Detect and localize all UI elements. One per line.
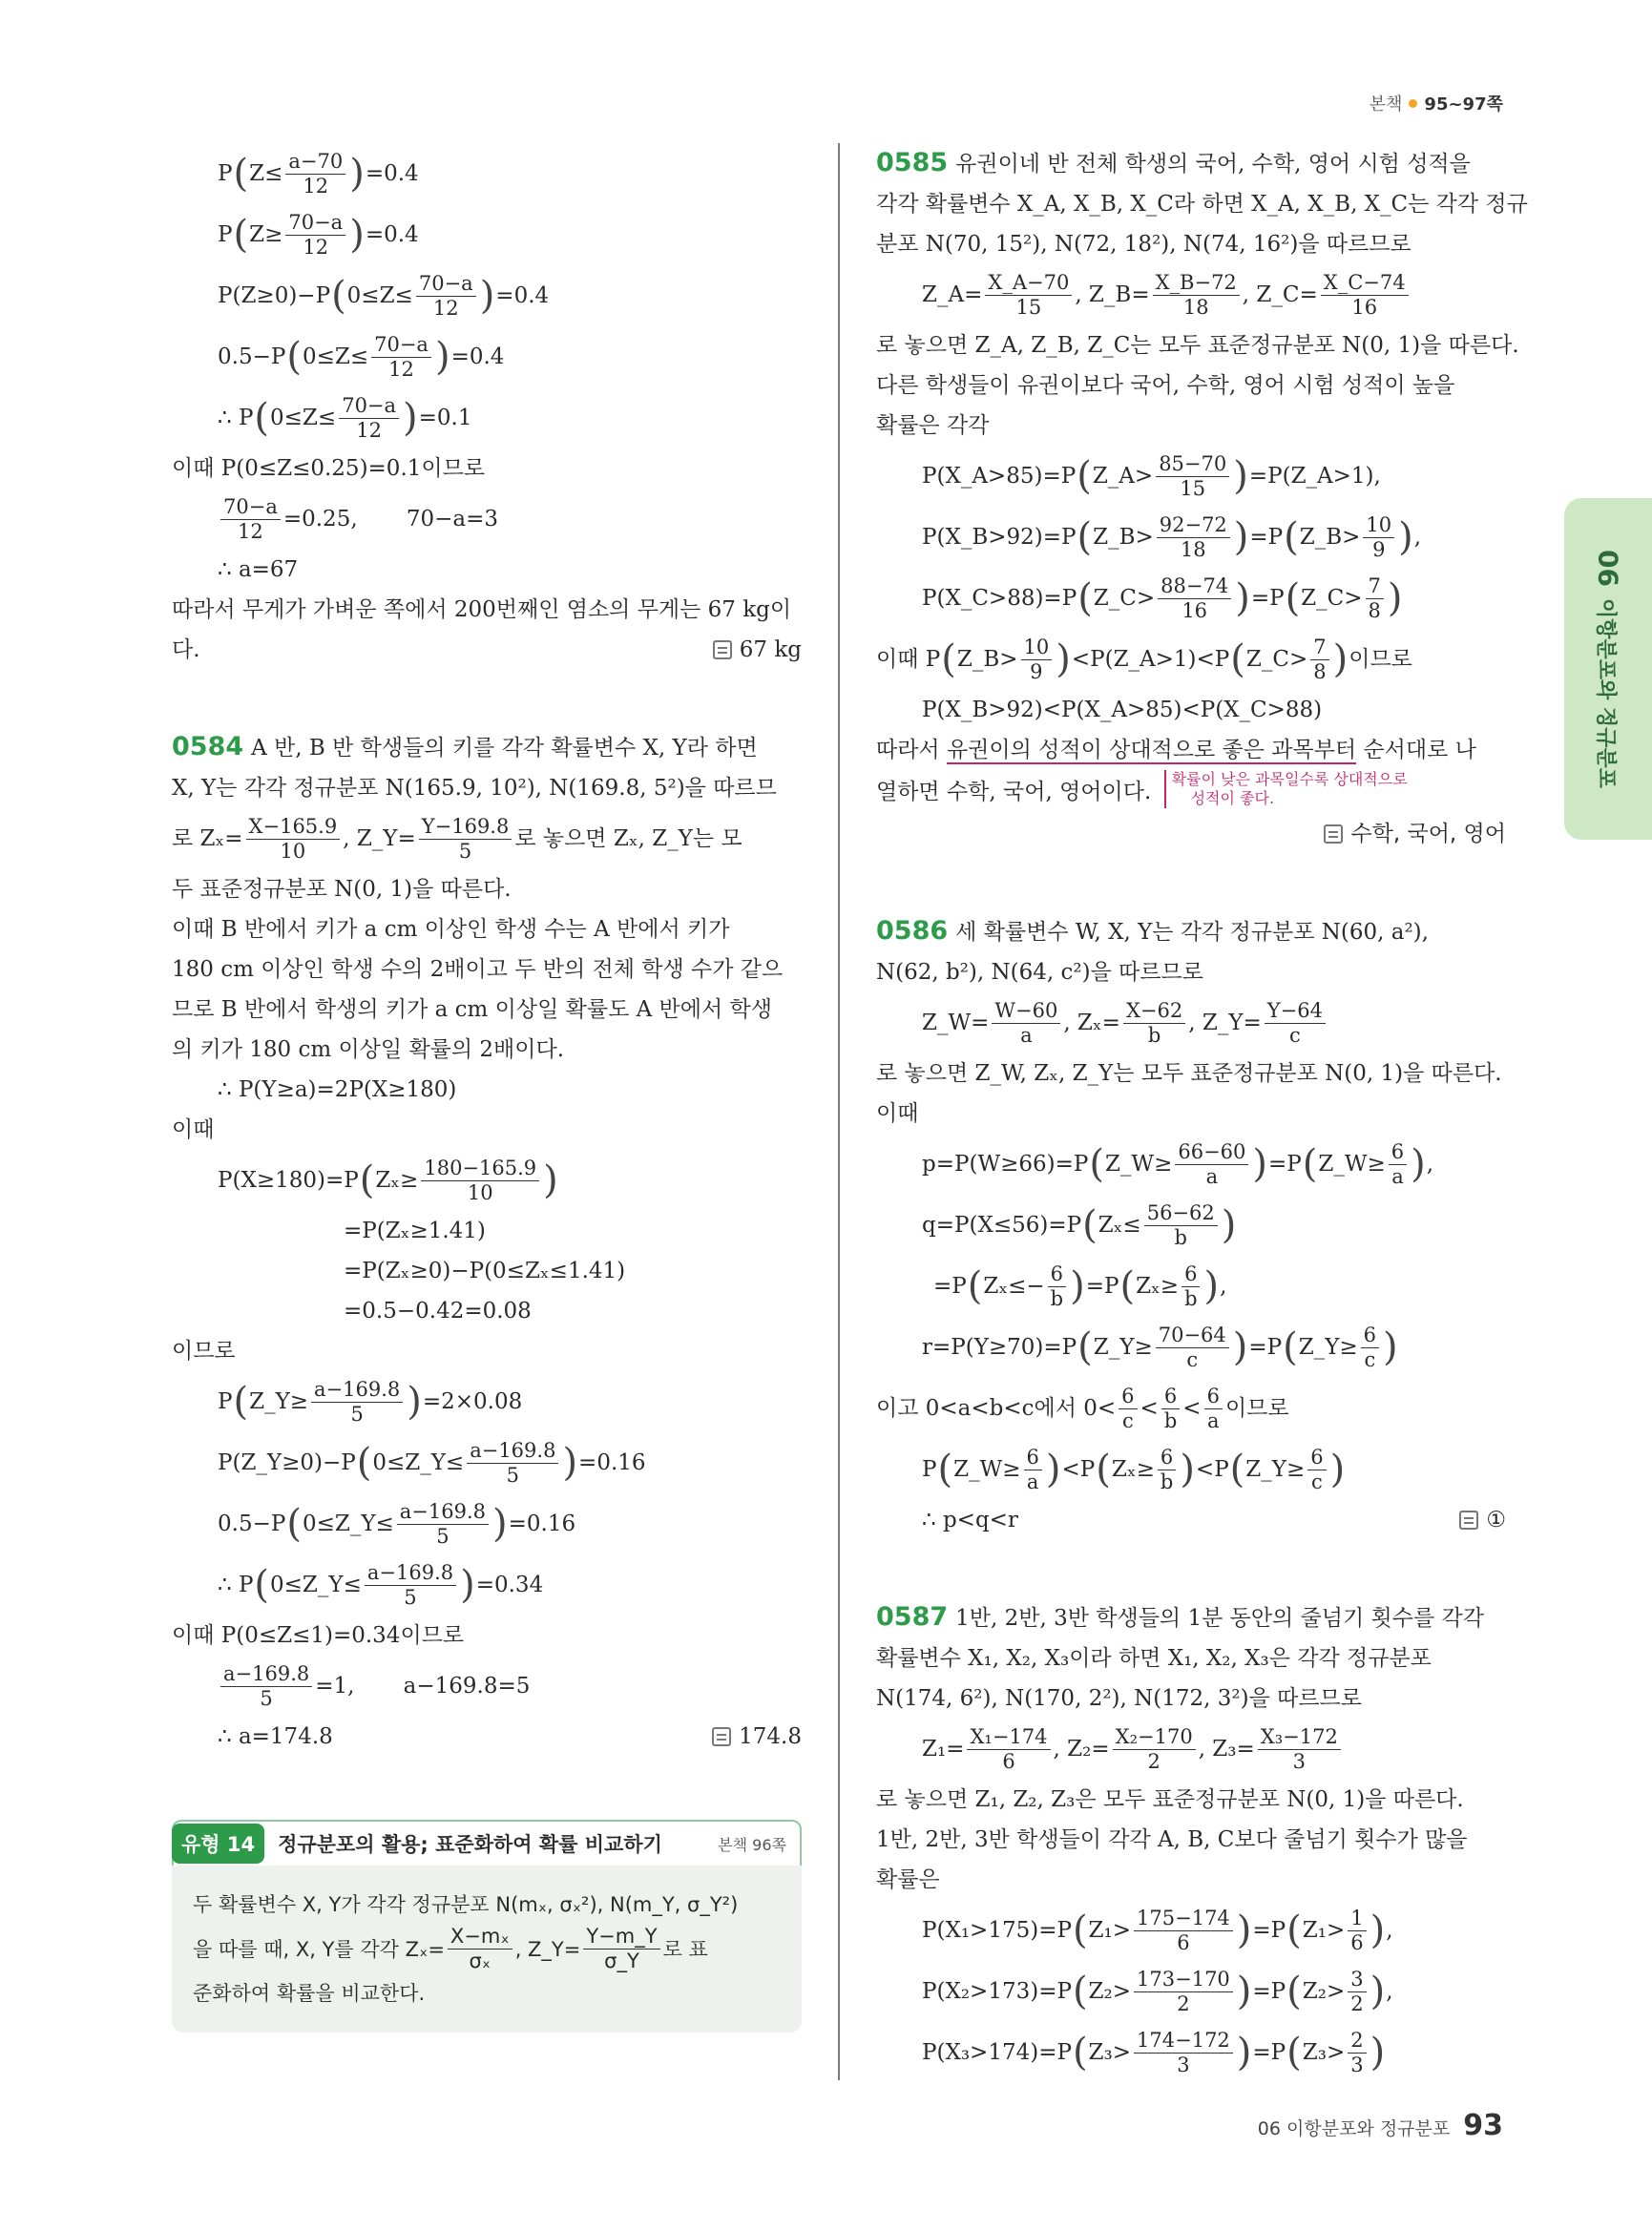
fraction: $\frac{6}{b}$ xyxy=(1048,1264,1066,1309)
fraction: $\frac{a-169.8}{5}$ xyxy=(365,1563,456,1608)
page-number: 93 xyxy=(1463,2109,1503,2142)
math-line: 이때 P ( Z_B> $\frac{10}{9}$ ) <P(Z_A>1)<P ( Z_C> $\frac{7}{8}$ ) 이므로 xyxy=(876,635,1412,683)
text-line: N(62, b²), N(64, c²)을 따르므로 xyxy=(876,960,1203,985)
fraction: $\frac{X-165.9}{10}$ xyxy=(246,817,341,862)
problem-number: 0586 xyxy=(876,916,949,946)
math-line: P(X₂>173)=P ( Z₂> $\frac{173-170}{2}$ ) =P ( Z₂> $\frac{3}{2}$ ) , xyxy=(922,1967,1393,2015)
text-line: X, Y는 각각 정규분포 N(165.9, 10²), N(169.8, 5²)을 따르므 xyxy=(172,776,777,801)
math-line: P(Z≥0)−P ( 0≤Z≤ $\frac{70-a}{12}$ ) =0.4 xyxy=(218,271,550,320)
type-header xyxy=(172,1820,802,1866)
fraction: $\frac{\text{X₃−172}}{3}$ xyxy=(1258,1727,1341,1772)
math-line: =P ( Zₓ≤− $\frac{6}{b}$ ) =P ( Zₓ≥ $\frac{6}{b}$ ) , xyxy=(933,1261,1227,1310)
text-line: 다. 67 kg xyxy=(172,630,802,670)
text-line: ∴ p<q<r ① xyxy=(876,1500,1506,1540)
math-line: P ( Z≥ $\frac{70-a}{12}$ ) =0.4 xyxy=(218,210,419,259)
fraction: $\frac{a-70}{12}$ xyxy=(285,152,345,197)
text-line: 확률은 각각 xyxy=(876,413,990,438)
math-line: P(X_B>92)=P ( Z_B> $\frac{92-72}{18}$ ) =P ( Z_B> $\frac{10}{9}$ ) , xyxy=(922,512,1422,561)
type-ref: 본책 96쪽 xyxy=(718,1835,786,1854)
fraction: $\frac{a-169.8}{5}$ xyxy=(220,1664,312,1709)
fraction: $\frac{6}{b}$ xyxy=(1181,1264,1200,1309)
text-line: 따라서 유권이의 성적이 상대적으로 좋은 과목부터 순서대로 나 xyxy=(876,738,1476,762)
fraction: $\frac{70-a}{12}$ xyxy=(285,213,345,258)
text-line: 따라서 무게가 가벼운 쪽에서 200번째인 염소의 무게는 67 kg이 xyxy=(172,597,792,622)
underlined-text: 유권이의 성적이 상대적으로 좋은 과목부터 xyxy=(946,738,1357,762)
fraction: $\frac{6}{a}$ xyxy=(1024,1448,1042,1492)
fraction: $\frac{175-174}{6}$ xyxy=(1134,1908,1233,1953)
answer-icon xyxy=(1459,1511,1478,1530)
header-prefix: 본책 xyxy=(1369,94,1403,115)
text-line: =0.5−0.42=0.08 xyxy=(344,1299,532,1324)
fraction: $\frac{180-165.9}{10}$ xyxy=(421,1158,539,1203)
text-line: 이때 xyxy=(876,1101,919,1126)
math-line: 0.5−P ( 0≤Z≤ $\frac{70-a}{12}$ ) =0.4 xyxy=(218,332,505,381)
text-line: 의 키가 180 cm 이상일 확률의 2배이다. xyxy=(172,1037,565,1062)
fraction: $\frac{174-172}{3}$ xyxy=(1134,2031,1233,2075)
fraction: $\frac{X\_B-72}{18}$ xyxy=(1153,273,1240,318)
text-line: 이때 P(0≤Z≤0.25)=0.1이므로 xyxy=(172,456,486,481)
math-line: 0.5−P ( 0≤Z_Y≤ $\frac{a-169.8}{5}$ ) =0.16 xyxy=(218,1499,576,1548)
footer-chapter: 06 이항분포와 정규분포 xyxy=(1257,2118,1451,2139)
fraction: $\frac{66-60}{a}$ xyxy=(1175,1142,1248,1187)
math-line: Z_W= $\frac{W-60}{a}$ , Zₓ= $\frac{X-62}{b}$ , Z_Y= $\frac{Y-64}{c}$ xyxy=(876,992,1506,1053)
text-line: 로 놓으면 Z₁, Z₂, Z₃은 모두 표준정규분포 N(0, 1)을 따른다. xyxy=(876,1787,1464,1812)
type-14-box xyxy=(172,1820,802,2033)
math-line: ∴ P ( 0≤Z_Y≤ $\frac{a-169.8}{5}$ ) =0.34 xyxy=(218,1560,544,1609)
math-line: p=P(W≥66)=P ( Z_W≥ $\frac{66-60}{a}$ ) =P ( Z_W≥ $\frac{6}{a}$ ) , xyxy=(922,1139,1434,1188)
side-tab-text: 06이항분포와 정규분포 xyxy=(1592,550,1624,788)
text-line: 이때 P(0≤Z≤1)=0.34이므로 xyxy=(172,1623,465,1648)
fraction: $\frac{6}{b}$ xyxy=(1158,1448,1176,1492)
text-line: 두 표준정규분포 N(0, 1)을 따른다. xyxy=(172,877,512,902)
fraction: $\frac{Y-169.8}{5}$ xyxy=(419,817,512,862)
page-footer xyxy=(1258,2109,1503,2142)
problem-number: 0585 xyxy=(876,148,949,177)
math-line: ∴ P ( 0≤Z≤ $\frac{70-a}{12}$ ) =0.1 xyxy=(218,393,472,442)
math-line: P ( Z≤ $\frac{a-70}{12}$ ) =0.4 xyxy=(218,149,419,198)
math-line: P ( Z_W≥ $\frac{6}{a}$ ) <P ( Zₓ≥ $\frac{6}{b}$ ) <P ( Z_Y≥ $\frac{6}{c}$ ) xyxy=(922,1445,1346,1493)
column-divider xyxy=(838,143,840,2080)
math-line: P ( Z_Y≥ $\frac{a-169.8}{5}$ ) =2×0.08 xyxy=(218,1377,523,1426)
bullet-dot-icon xyxy=(1409,99,1417,108)
fraction: $\frac{Y-64}{c}$ xyxy=(1265,1001,1326,1046)
text-line: 1반, 2반, 3반 학생들이 각각 A, B, C보다 줄넘기 횟수가 많을 xyxy=(876,1827,1468,1852)
type-title: 정규분포의 활용; 표준화하여 확률 비교하기 xyxy=(278,1833,662,1856)
fraction: $\frac{\text{X−mₓ}}{\text{σₓ}}$ xyxy=(448,1927,512,1971)
fraction: $\frac{6}{a}$ xyxy=(1204,1387,1223,1431)
problem-0585-header: 0585 유권이네 반 전체 학생의 국어, 수학, 영어 시험 성적을 xyxy=(876,148,1471,177)
fraction: $\frac{70-a}{12}$ xyxy=(371,335,431,380)
fraction: $\frac{X\_C-74}{16}$ xyxy=(1321,273,1409,318)
fraction: $\frac{6}{b}$ xyxy=(1161,1387,1180,1431)
problem-0584-header: 0584 A 반, B 반 학생들의 키를 각각 확률변수 X, Y라 하면 xyxy=(172,732,758,761)
fraction: $\frac{a-169.8}{5}$ xyxy=(467,1441,558,1486)
fraction: $\frac{56-62}{b}$ xyxy=(1144,1203,1218,1248)
fraction: $\frac{Y-m\_Y}{\sigma\_Y}$ xyxy=(583,1927,659,1971)
page-header xyxy=(1370,91,1503,115)
math-line: $\frac{70-a}{12}$ =0.25, 70−a=3 xyxy=(172,489,802,550)
math-line: P(X_C>88)=P ( Z_C> $\frac{88-74}{16}$ ) =P ( Z_C> $\frac{7}{8}$ ) xyxy=(922,573,1403,622)
text-line: 열하면 수학, 국어, 영어이다. 확률이 낮은 과목일수록 상대적으로 성적이 좋다. xyxy=(876,770,1408,807)
math-line: $\frac{a-169.8}{5}$ =1, a−169.8=5 xyxy=(172,1656,802,1717)
text-line: =P(Zₓ≥1.41) xyxy=(344,1219,486,1243)
fraction: $\frac{6}{a}$ xyxy=(1389,1142,1407,1187)
text-line: 각각 확률변수 X_A, X_B, X_C라 하면 X_A, X_B, X_C는 각각 정규 xyxy=(876,192,1528,217)
text-line: 로 놓으면 Z_W, Zₓ, Z_Y는 모두 표준정규분포 N(0, 1)을 따른다. xyxy=(876,1061,1502,1086)
fraction: $\frac{6}{c}$ xyxy=(1307,1448,1326,1492)
math-line: P(X₁>175)=P ( Z₁> $\frac{175-174}{6}$ ) =P ( Z₁> $\frac{1}{6}$ ) , xyxy=(922,1906,1393,1954)
text-line: 180 cm 이상인 학생 수의 2배이고 두 반의 전체 학생 수가 같으 xyxy=(172,957,784,982)
text-line: 이때 B 반에서 키가 a cm 이상인 학생 수는 A 반에서 키가 xyxy=(172,917,730,942)
fraction: $\frac{70-a}{12}$ xyxy=(220,497,281,542)
fraction: $\frac{3}{2}$ xyxy=(1348,1970,1366,2014)
fraction: $\frac{6}{c}$ xyxy=(1361,1325,1379,1370)
fraction: $\frac{85-70}{15}$ xyxy=(1156,454,1229,499)
fraction: $\frac{W-60}{a}$ xyxy=(992,1001,1060,1046)
text-line: 분포 N(70, 15²), N(72, 18²), N(74, 16²)을 따르므로 xyxy=(876,232,1412,257)
fraction: $\frac{6}{c}$ xyxy=(1119,1387,1137,1431)
math-line: q=P(X≤56)=P ( Zₓ≤ $\frac{56-62}{b}$ ) xyxy=(922,1200,1237,1249)
problem-0586-header: 0586 세 확률변수 W, X, Y는 각각 정규분포 N(60, a²), xyxy=(876,916,1429,946)
answer: 수학, 국어, 영어 xyxy=(876,814,1506,854)
text-line: 다른 학생들이 유권이보다 국어, 수학, 영어 시험 성적이 높을 xyxy=(876,373,1455,398)
answer: 174.8 xyxy=(712,1717,802,1757)
type-body: 두 확률변수 X, Y가 각각 정규분포 N(mₓ, σₓ²), N(m_Y, σ_Y²) 을 따를 때, X, Y를 각각 Zₓ= $\frac{\text{X−mₓ}}{\text{σₓ}}$ , Z_Y= $\frac{Y-m\_Y}{\sigma\_Y}$ 로 표 준화하여 확률을 비교한다. xyxy=(172,1866,802,2033)
fraction: $\frac{7}{8}$ xyxy=(1366,576,1384,621)
text-line: =P(Zₓ≥0)−P(0≤Zₓ≤1.41) xyxy=(344,1259,626,1283)
answer-icon xyxy=(1324,824,1343,844)
problem-0587-header: 0587 1반, 2반, 3반 학생들의 1분 동안의 줄넘기 횟수를 각각 xyxy=(876,1602,1484,1632)
text-line: P(X_B>92)<P(X_A>85)<P(X_C>88) xyxy=(922,698,1323,722)
header-pages: 95~97쪽 xyxy=(1424,94,1503,115)
math-line: P(X₃>174)=P ( Z₃> $\frac{174-172}{3}$ ) =P ( Z₃> $\frac{2}{3}$ ) xyxy=(922,2028,1386,2076)
fraction: $\frac{92-72}{18}$ xyxy=(1157,515,1230,560)
text-line: 이때 xyxy=(172,1117,215,1142)
fraction: $\frac{a-169.8}{5}$ xyxy=(311,1380,403,1425)
math-line: r=P(Y≥70)=P ( Z_Y≥ $\frac{70-64}{c}$ ) =P ( Z_Y≥ $\frac{6}{c}$ ) xyxy=(922,1323,1398,1371)
answer-icon xyxy=(712,1727,731,1746)
math-line: 이고 0<a<b<c에서 0< $\frac{6}{c}$ < $\frac{6}{b}$ < $\frac{6}{a}$ 이므로 xyxy=(876,1384,1289,1432)
type-tag: 유형 14 xyxy=(172,1824,264,1864)
fraction: $\frac{70-64}{c}$ xyxy=(1156,1325,1229,1370)
problem-number: 0587 xyxy=(876,1602,949,1632)
right-column xyxy=(876,143,1528,2083)
answer-icon xyxy=(713,640,732,659)
fraction: $\frac{\text{X₁−174}}{6}$ xyxy=(967,1727,1050,1772)
fraction: $\frac{88-74}{16}$ xyxy=(1158,576,1231,621)
answer: ① xyxy=(1459,1500,1506,1540)
text-line: 로 놓으면 Z_A, Z_B, Z_C는 모두 표준정규분포 N(0, 1)을 따른다. xyxy=(876,333,1519,358)
math-line: P(X≥180)=P ( Zₓ≥ $\frac{180-165.9}{10}$ ) xyxy=(218,1156,558,1204)
fraction: $\frac{70-a}{12}$ xyxy=(416,274,476,319)
math-line: Z_A= $\frac{X\_A-70}{15}$ , Z_B= $\frac{X\_B-72}{18}$ , Z_C= $\frac{X\_C-74}{16}$ xyxy=(876,264,1506,325)
fraction: $\frac{70-a}{12}$ xyxy=(339,396,399,441)
left-column xyxy=(172,143,802,2033)
margin-note: 확률이 낮은 과목일수록 상대적으로 성적이 좋다. xyxy=(1164,770,1408,808)
text-line: ∴ a=67 xyxy=(218,557,299,582)
problem-number: 0584 xyxy=(172,732,244,761)
fraction: $\frac{7}{8}$ xyxy=(1310,637,1328,682)
text-line: N(174, 6²), N(170, 2²), N(172, 3²)을 따르므로 xyxy=(876,1686,1362,1711)
text-line: 확률은 xyxy=(876,1867,940,1892)
fraction: $\frac{1}{6}$ xyxy=(1348,1908,1366,1953)
math-line: P(Z_Y≥0)−P ( 0≤Z_Y≤ $\frac{a-169.8}{5}$ ) =0.16 xyxy=(218,1438,646,1487)
answer: 67 kg xyxy=(713,630,802,670)
math-line: P(X_A>85)=P ( Z_A> $\frac{85-70}{15}$ ) =P(Z_A>1), xyxy=(922,451,1381,500)
fraction: $\frac{10}{9}$ xyxy=(1021,637,1053,682)
fraction: $\frac{173-170}{2}$ xyxy=(1134,1970,1233,2014)
fraction: $\frac{a-169.8}{5}$ xyxy=(397,1502,489,1547)
fraction: $\frac{10}{9}$ xyxy=(1363,515,1394,560)
text-line: 이므로 xyxy=(172,1339,236,1364)
math-line: 로 Zₓ= $\frac{X-165.9}{10}$ , Z_Y= $\frac{Y-169.8}{5}$ 로 놓으면 Zₓ, Z_Y는 모 xyxy=(172,814,742,863)
fraction: $\frac{2}{3}$ xyxy=(1348,2031,1366,2075)
text-line: ∴ P(Y≥a)=2P(X≥180) xyxy=(218,1077,457,1102)
text-line: ∴ a=174.8 174.8 xyxy=(172,1717,802,1757)
fraction: $\frac{X-62}{b}$ xyxy=(1123,1001,1185,1046)
math-line: Z₁= $\frac{\text{X₁−174}}{6}$ , Z₂= $\frac{\text{X₂−170}}{2}$ , Z₃= $\frac{\text{X₃−172}}{3}$ xyxy=(876,1719,1506,1780)
text-line: 므로 B 반에서 학생의 키가 a cm 이상일 확률도 A 반에서 학생 xyxy=(172,997,772,1022)
text-line: 확률변수 X₁, X₂, X₃이라 하면 X₁, X₂, X₃은 각각 정규분포 xyxy=(876,1646,1432,1671)
fraction: $\frac{\text{X₂−170}}{2}$ xyxy=(1113,1727,1196,1772)
fraction: $\frac{X\_A-70}{15}$ xyxy=(985,273,1072,318)
chapter-side-tab xyxy=(1564,498,1652,840)
